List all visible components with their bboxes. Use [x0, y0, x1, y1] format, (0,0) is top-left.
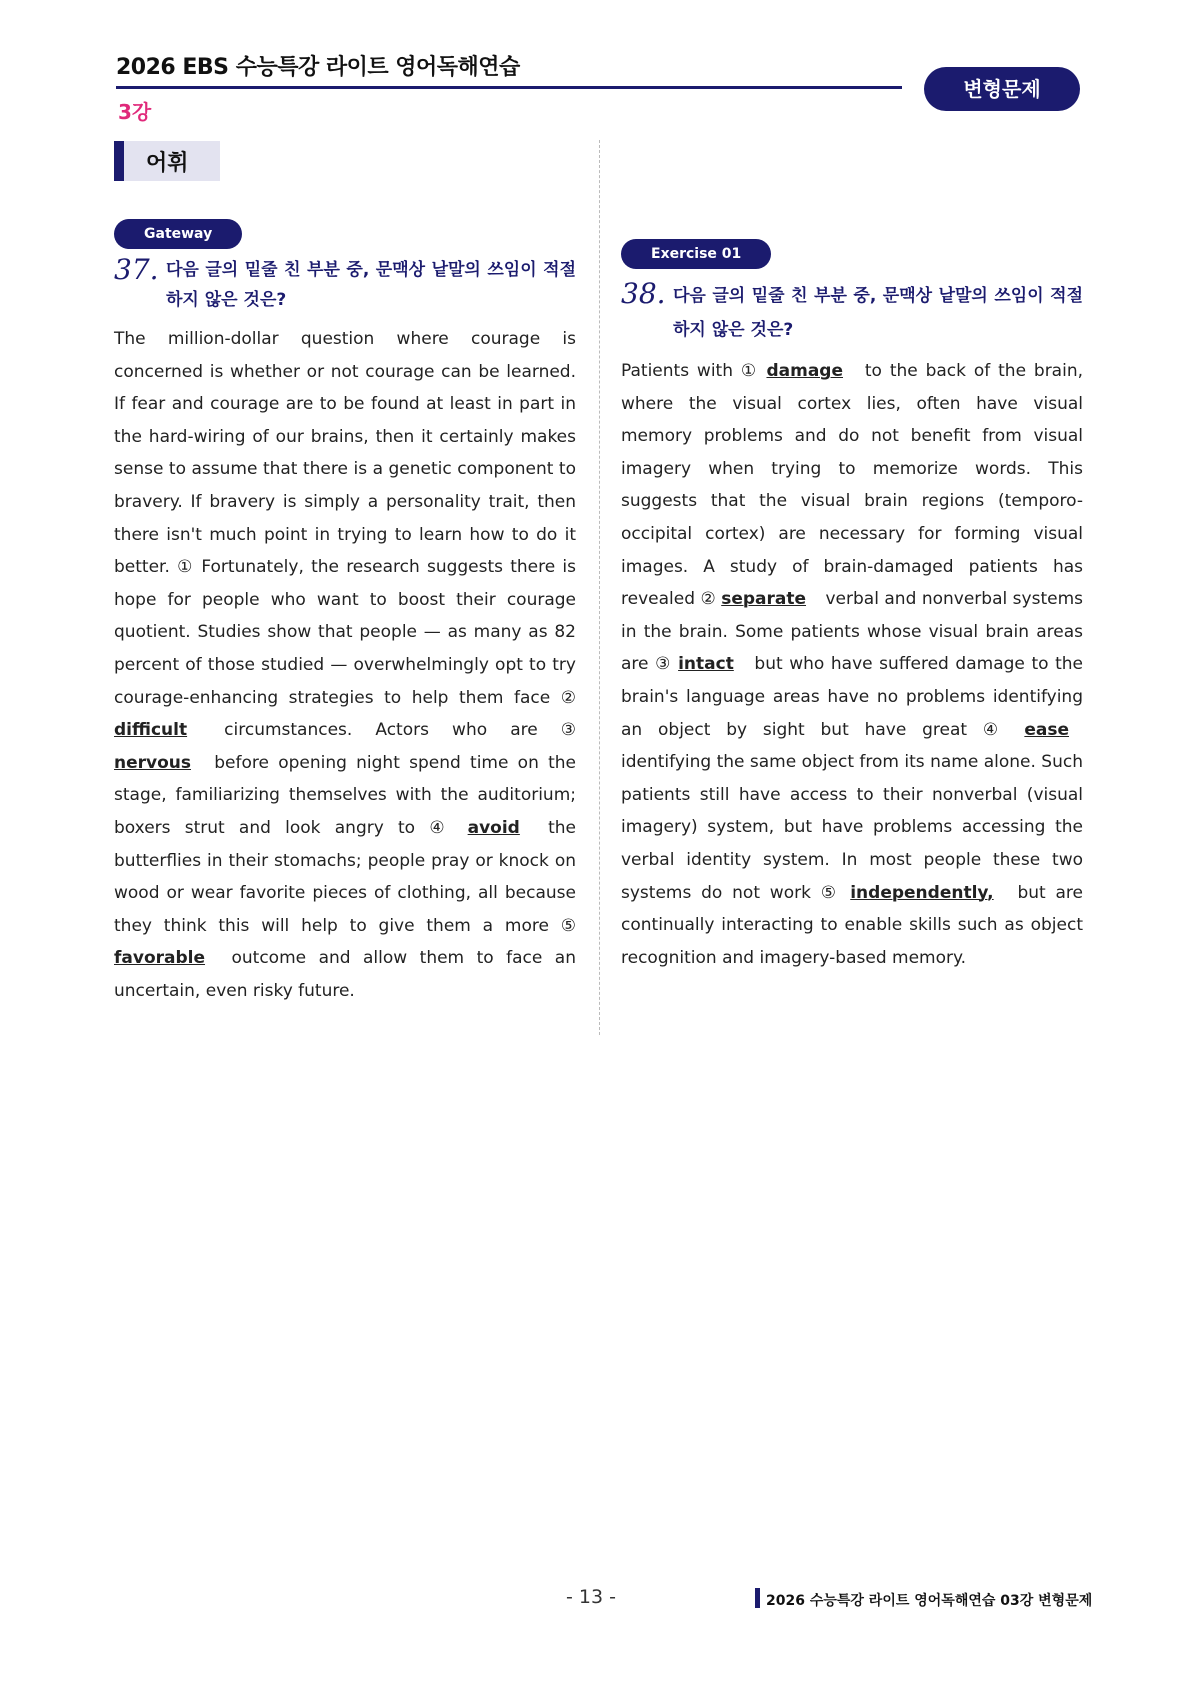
variant-badge: 변형문제 [924, 67, 1080, 111]
column-divider [599, 140, 600, 1035]
question-prompt: 다음 글의 밑줄 친 부분 중, 문맥상 낱말의 쓰임이 적절하지 않은 것은? [166, 260, 576, 310]
passage-text: but are continually interacting to enable skills such as object recognition and imagery-based memory. [621, 882, 1083, 968]
question-number: 37. [114, 253, 159, 286]
exercise-tag: Exercise 01 [621, 239, 771, 269]
passage-text: to the back of the brain, where the visual cortex lies, often have visual memory problems and do not benefit from visual imagery when trying to memorize words. This suggests that the visual brain regions (temporo-occipital cortex) are necessary for forming visual images. A study of brain-damaged patients has revealed ② [621, 361, 1084, 610]
underlined-word-2: separate [721, 589, 807, 610]
passage-38 [621, 355, 1083, 974]
right-column [621, 239, 1083, 974]
question-number: 38. [621, 277, 666, 310]
passage-text: verbal and nonverbal systems in the brain. Some patients whose visual brain areas are ③ [621, 589, 1083, 675]
passage-text: Patients with ① [621, 361, 767, 381]
document-title: 2026 EBS 수능특강 라이트 영어독해연습 [116, 55, 520, 80]
underlined-word-3: intact [678, 654, 734, 675]
underlined-word-1: damage [766, 361, 843, 381]
section-heading [114, 141, 220, 181]
lesson-label: 3강 [118, 100, 152, 124]
question-prompt: 다음 글의 밑줄 친 부분 중, 문맥상 낱말의 쓰임이 적절하지 않은 것은? [673, 286, 1083, 340]
underlined-word-4: ease [1024, 719, 1069, 740]
underlined-word-5: independently, [850, 882, 994, 903]
header-divider [116, 86, 902, 89]
passage-text: outcome and allow them to face an uncertain, even risky future. [114, 948, 576, 1001]
underlined-word-3: nervous [114, 752, 191, 773]
left-column [114, 219, 576, 1007]
passage-text: identifying the same object from its name alone. Such patients still have access to their nonverbal (visual imagery) system, but have problems accessing the verbal identity system. In most people these two systems do not work ⑤ [621, 752, 1083, 903]
underlined-word-5: favorable [114, 948, 206, 969]
passage-text: the butterflies in their stomachs; people pray or knock on wood or wear favorite pieces of clothing, all because they think this will help to give them a more ⑤ [114, 817, 576, 936]
passage-text: but who have suffered damage to the brain's language areas have no problems identifying an object by sight but have great ④ [621, 654, 1084, 740]
section-heading-text: 어휘 [146, 151, 189, 176]
page-number: - 13 - [566, 1586, 616, 1608]
passage-text: The million-dollar question where courage is concerned is whether or not courage can be learned. If fear and courage are to be found at least in part in the hard-wiring of our brains, then it certainly makes sense to assume that there is a genetic component to bravery. If bravery is simply a personality trait, then there isn't much point in trying to learn how to do it better. ① Fortunately, the research suggests there is hope for people who want to boost their courage quotient. Studies show that people — as many as 82 percent of those studied — overwhelmingly opt to try courage-enhancing strategies to help them face ② [114, 329, 576, 708]
passage-text: before opening night spend time on the stage, familiarizing themselves with the auditorium; boxers strut and look angry to ④ [114, 752, 576, 838]
passage-text: circumstances. Actors who are ③ [201, 720, 576, 741]
passage-37 [114, 323, 576, 1007]
underlined-word-4: avoid [467, 817, 520, 838]
footer-bar [755, 1588, 760, 1608]
section-heading-bar [114, 141, 124, 181]
gateway-tag: Gateway [114, 219, 242, 249]
question-38 [621, 279, 1083, 347]
footer-label: 2026 수능특강 라이트 영어독해연습 03강 변형문제 [766, 1593, 1093, 1609]
question-37 [114, 255, 576, 315]
underlined-word-2: difficult [114, 720, 188, 741]
